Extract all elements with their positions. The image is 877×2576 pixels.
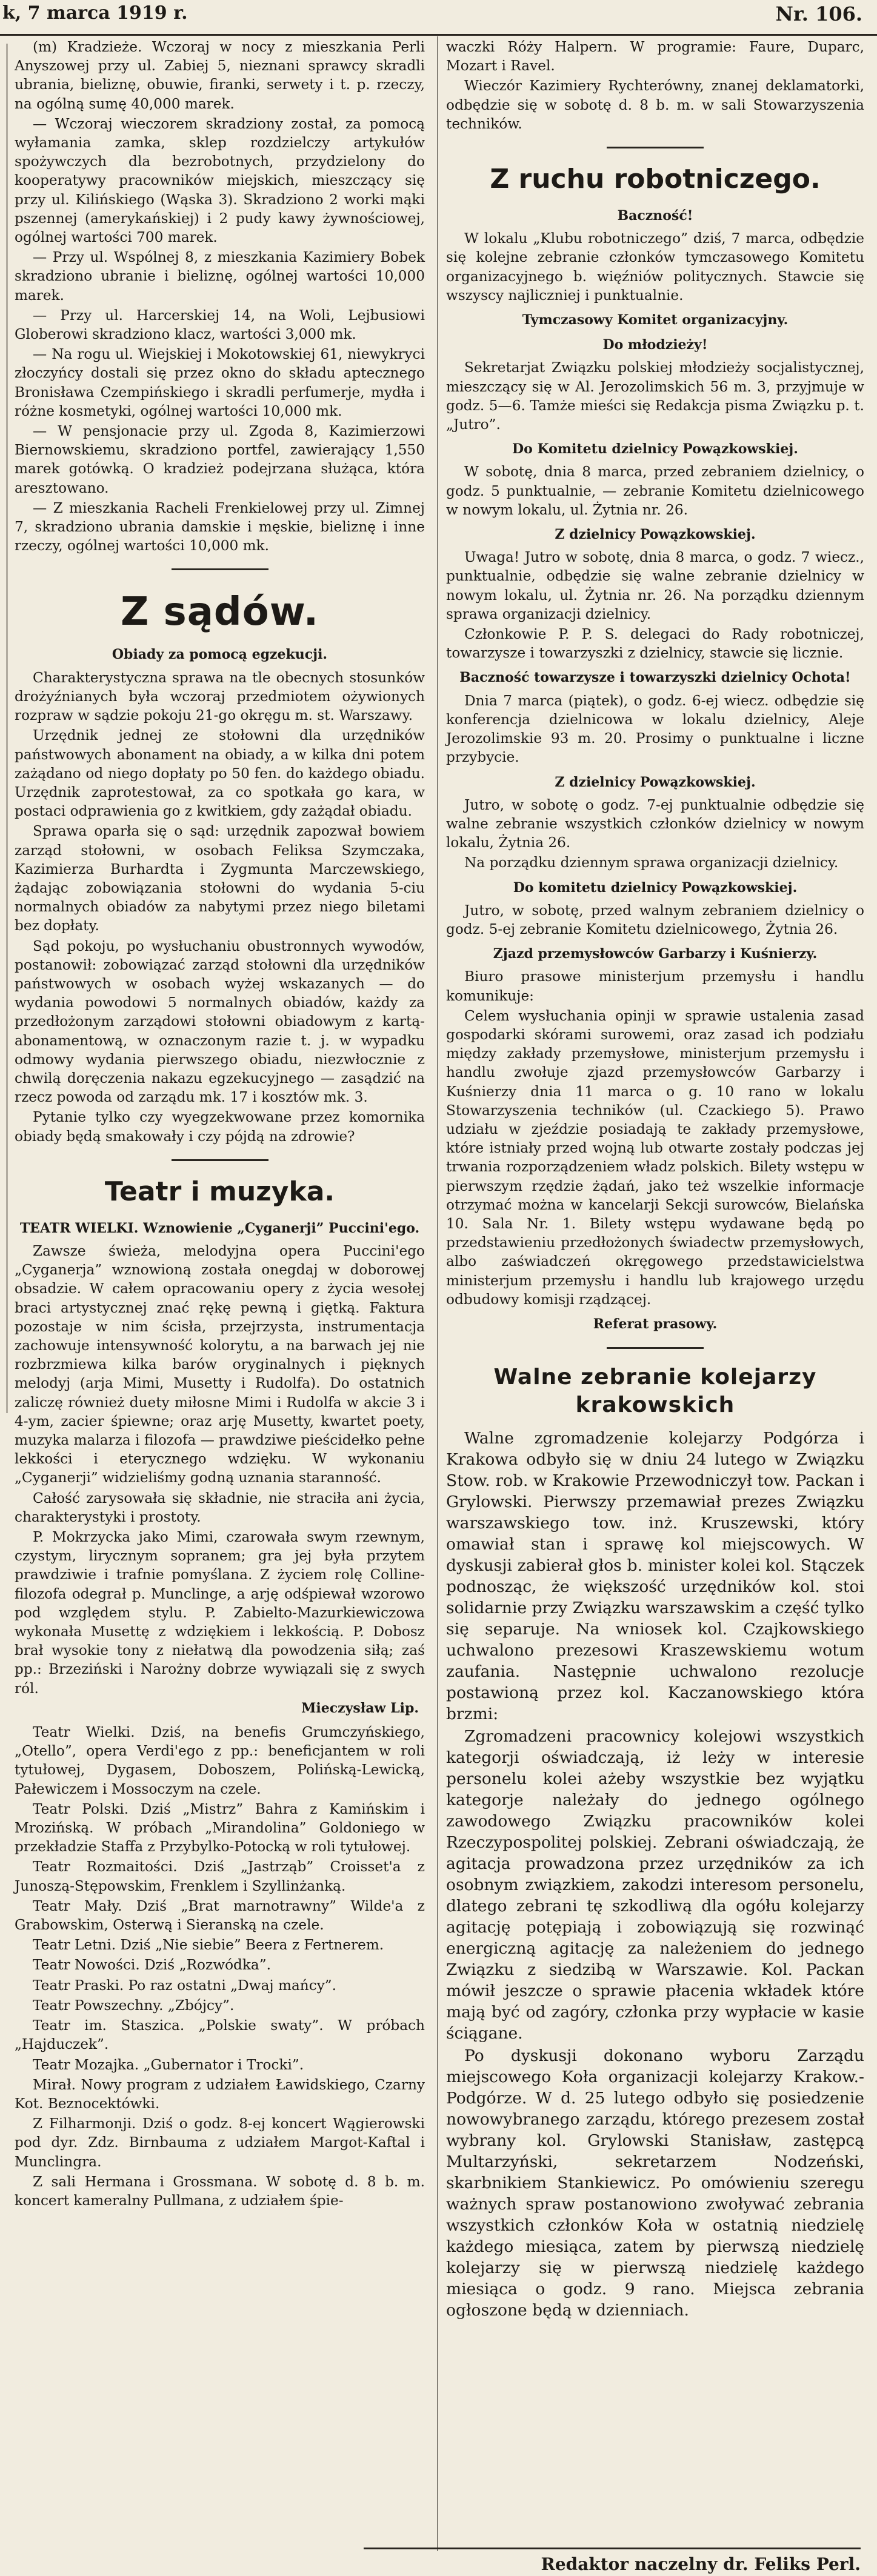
notice-paragraph: Jutro, w sobotę o godz. 7-ej punktualnie odbędzie się walne zebranie wszystkich członków dzielnicy w nowym lokalu, Żytnia 26. [446,796,864,851]
notice-heading: Do młodzieży! [602,337,708,353]
repertoire-item: Z sali Hermana i Grossmana. W sobotę d. 8 b. m. koncert kameralny Pullmana, z udziałem śpie- [15,2173,425,2209]
section-rule [172,1159,268,1161]
news-paragraph: (m) Kradzieże. Wczoraj w nocy z mieszkania Perli Anyszowej przy ul. Zabiej 5, nieznani sprawcy skradli ubrania, bieliznę, obuwie, firanki, serwety i t. p. rzeczy, na ogólną sumę 40,000 marek. [15,39,425,112]
notice-heading: Do komitetu dzielnicy Powązkowskiej. [513,879,798,896]
left-edge-rule [6,44,8,1413]
issue-date: k, 7 marca 1919 r. [2,2,188,24]
notice-signature: Referat prasowy. [593,1316,718,1332]
notice-paragraph: Sekretarjat Związku polskiej młodzieży socjalistycznej, mieszczący się w Al. Jerozolimskich 56 m. 3, przyjmuje w godz. 5—6. Tamże mieści się Redakcja pisma Związku p. t. „Jutro”. [446,359,864,433]
repertoire-item: Teatr Wielki. Dziś, na benefis Grumczyńskiego, „Otello”, opera Verdi'ego z pp.: beneficjantem w roli tytułowej, Dygasem, Doboszem, Polińską-Lewicką, Pałewiczem i Mossoczym na czele. [15,1724,425,1797]
section-title-railway: Walne zebranie kolejarzy krakowskich [493,1365,817,1418]
repertoire-item: Teatr Mały. Dziś „Brat marnotrawny” Wilde'a z Grabowskim, Osterwą i Sieranską na czele. [15,1897,425,1934]
news-paragraph: — Przy ul. Harcerskiej 14, na Woli, Lejbusiowi Globerowi skradziono klacz, wartości 3,000 mk. [15,307,425,343]
notice-paragraph: Biuro prasowe ministerjum przemysłu i handlu komunikuje: [446,968,864,1004]
news-paragraph: — Z mieszkania Racheli Frenkielowej przy ul. Zimnej 7, skradziono ubrania damskie i męskie, bieliznę i inne rzeczy, ogólnej wartości 10,000 mk. [15,499,425,554]
notice-paragraph: W sobotę, dnia 8 marca, przed zebraniem dzielnicy, o godz. 5 punktualnie, — zebranie Komitetu dzielnicowego w nowym lokalu, ul. Żytnia nr. 26. [446,464,864,518]
notice-paragraph: Dnia 7 marca (piątek), o godz. 6-ej wiecz. odbędzie się konferencja dzielnicowa w lokalu dzielnicy, Aleje Jerozolimskie 93 m. 20. Prosimy o punktualne i liczne przybycie. [446,692,864,766]
notice-paragraph: Uwaga! Jutro w sobotę, dnia 8 marca, o godz. 7 wiecz., punktualnie, odbędzie się walne zebranie dzielnicy w nowym lokalu, ul. Żytnia nr. 26. Na porządku dziennym sprawa organizacji dzielnicy. [446,549,864,622]
news-paragraph: waczki Róży Halpern. W programie: Faure, Duparc, Mozart i Ravel. [446,39,864,75]
section-rule [607,147,704,148]
repertoire-item: Teatr Letni. Dziś „Nie siebie” Beera z Fertnerem. [33,1937,384,1954]
news-paragraph: — Wczoraj wieczorem skradziony został, za pomocą wyłamania zamka, sklep rozdzielczy artykułów spożywczych dla bezrobotnych, przydzielony do kooperatywy pracowników miejskich, mieszczący się przy ul. Kilińskiego (Wąska 3). Skradziono 2 worki mąki pszennej (amerykańskiej) i 2 pudy kawy żywnościowej, ogólnej wartości 700 marek. [15,115,425,246]
article-paragraph: Charakterystyczna sprawa na tle obecnych stosunków drożyźnianych była wczoraj przedmiotem ożywionych rozpraw w sądzie pokoju 21-go okręgu m. st. Warszawy. [15,669,425,724]
notice-heading: Zjazd przemysłowców Garbarzy i Kuśnierzy. [493,946,818,962]
repertoire-item: Teatr im. Staszica. „Polskie swaty”. W próbach „Hajduczek”. [15,2017,425,2053]
review-paragraph: Całość zarysowała się składnie, nie straciła ani życia, charakterystyki i prostoty. [15,1489,425,1525]
editor-footer: Redaktor naczelny dr. Feliks Perl. [364,2548,861,2574]
repertoire-item: Z Filharmonji. Dziś o godz. 8-ej koncert Wągierowski pod dyr. Zdz. Birnbauma z udziałem Margot-Kaftal i Munclingra. [15,2115,425,2170]
section-title-labour: Z ruchu robotniczego. [490,164,821,195]
article-paragraph: Po dyskusji dokonano wyboru Zarządu miejscowego Koła organizacji kolejarzy Krakow.-Podgórze. W d. 25 lutego odbyło się posiedzenie nowowybranego zarządu, którego prezesem został wybrany kol. Grylowski Stanisław, zastępcą Multarzyński, sekretarzem Nodzeński, skarbnikiem Stankiewicz. Po omówieniu szeregu ważnych spraw postanowiono zwoływać zebrania wszystkich członków Koła w ostatnią niedzielę każdego miesiąca, zatem by pierwszą niedzielę kolejarzy się w pierwszą niedzielę każdego miesiąca o godz. 9 rano. Miejsca zebrania ogłoszone będą w dzienniach. [446,2046,864,2320]
issue-number: Nr. 106. [775,2,862,25]
section-title-theatre: Teatr i muzyka. [104,1176,335,1207]
repertoire-item: Teatr Praski. Po raz ostatni „Dwaj mańcy”. [33,1977,337,1994]
news-paragraph: — W pensjonacie przy ul. Zgoda 8, Kazimierzowi Biernowskiemu, skradziono portfel, zawierający 1,550 marek gotówką. O kradzież podejrzana służąca, która aresztowano. [15,423,425,496]
right-column [446,38,864,2322]
notice-heading: Baczność! [617,208,693,224]
notice-paragraph: Na porządku dziennym sprawa organizacji dzielnicy. [464,854,839,871]
repertoire-item: Teatr Mozajka. „Gubernator i Trocki”. [33,2056,304,2073]
article-paragraph: Zgromadzeni pracownicy kolejowi wszystkich kategorji oświadczają, iż leży w interesie personelu kolei ażeby wszystkie bez wyjątku kategorje należały do jednego ogólnego zawodowego Związku pracowników kolei Rzeczypospolitej polskiej. Zebrani oświadczają, że agitacja prowadzona przez urzędników za ich osobnym związkiem, zakodzi interesom personelu, dlatego zebrani tę szkodliwą dla ogółu kolejarzy agitację potępiają i zobowiązują się rozwinąć energiczną agitację za należeniem do jednego Związku z siedzibą w Warszawie. Kol. Packan mówił jeszcze o sprawie płacenia wkładek które mają być od zagóry, członka przy wypłacie w kasie ściągane. [446,1727,864,2043]
left-column [15,38,425,2211]
notice-paragraph: Członkowie P. P. S. delegaci do Rady robotniczej, towarzysze i towarzyszki z dzielnicy, stawcie się licznie. [446,626,864,662]
page-header [0,0,877,36]
notice-paragraph: Celem wysłuchania opinji w sprawie ustalenia zasad gospodarki skórami surowemi, oraz zasad ich podziału między zakłady przemysłowe, ministerjum przemysłu i handlu zwołuje zjazd przemysłowców Garbarzy i Kuśnierzy dnia 11 marca o g. 10 rano w lokalu Stowarzyszenia techników (ul. Czackiego 5). Prawo udziału w zjeździe posiadają te zakłady przemysłowe, które istniały przed wojną lub otwarte zostały podczas jej trwania rozporządzeniem władz polskich. Bilety wstępu w pierwszym rzędzie żądań, jako też wszelkie informacje otrzymać można w kancelarji Sekcji surowców, Bielańska 10. Sala Nr. 1. Bilety wstępu wydawane będą po przedstawieniu przedłożonych świadectw przemysłowych, albo zaświadczeń okręgowego przedstawicielstwa ministerjum przemysłu i handlu lub krajowego urzędu odbudowy komisji rządzącej. [446,1007,864,1308]
article-subtitle: Obiady za pomocą egzekucji. [112,647,328,663]
article-subtitle: TEATR WIELKI. Wznowienie „Cyganerji” Puccini'ego. [19,1220,420,1236]
repertoire-item: Mirał. Nowy program z udziałem Ławidskiego, Czarny Kot. Beznocektówki. [15,2076,425,2112]
repertoire-item: Teatr Powszechny. „Zbójcy”. [33,1997,235,2014]
review-paragraph: Zawsze świeża, melodyjna opera Puccini'ego „Cyganerja” wznowioną została onegdaj w doborowej obsadzie. W całem opracowaniu opery z życia wesołej braci artystycznej znać rękę pewną i giętką. Faktura pozostaje w nim ścisła, przejrzysta, instrumentacja zachowuje intensywność kolorytu, a na barwach jej nie rozbrzmiewa kilka barów oryginalnych i pięknych melodyj (arja Mimi, Musetty i Rudolfa). Do ostatnich zaliczę również duety miłosne Mimi i Rudolfa w akcie 3 i 4-ym, zacier śpiewne; oraz arję Musetty, kwartet poety, muzyka malarza i filozofa — prawdziwe pieścidełko pełne lekkości i eterycznego wdzięku. W wykonaniu „Cyganerji” widzieliśmy godną uznania staranność. [15,1242,425,1486]
news-paragraph: — Przy ul. Wspólnej 8, z mieszkania Kazimiery Bobek skradziono ubranie i bieliznę, ogólnej wartości 10,000 marek. [15,249,425,304]
repertoire-item: Teatr Polski. Dziś „Mistrz” Bahra z Kamińskim i Mrozińską. W próbach „Mirandolina” Goldoniego w przekładzie Staffa z Przybylko-Potocką w roli tytułowej. [15,1800,425,1855]
notice-heading: Do Komitetu dzielnicy Powązkowskiej. [512,441,798,458]
news-paragraph: — Na rogu ul. Wiejskiej i Mokotowskiej 61, niewykryci złoczyńcy dostali się przez okno do składu aptecznego Bronisława Czempińskiego i skradli perfumerje, mydła i różne kosmetyki, ogólnej wartości 10,000 mk. [15,346,425,419]
news-paragraph: Wieczór Kazimiery Rychterówny, znanej deklamatorki, odbędzie się w sobotę d. 8 b. m. w sali Stowarzyszenia techników. [446,78,864,132]
notice-paragraph: W lokalu „Klubu robotniczego” dziś, 7 marca, odbędzie się kolejne zebranie członków tymczasowego Komitetu organizacyjnego b. więźniów politycznych. Stawcie się wszyscy najliczniej i punktualnie. [446,230,864,304]
section-rule [172,568,268,570]
review-signature: Mieczysław Lip. [301,1700,419,1716]
notice-paragraph: Jutro, w sobotę, przed walnym zebraniem dzielnicy o godz. 5-ej zebranie Komitetu dzielnicowego, Żytnia 26. [446,902,864,937]
article-paragraph: Walne zgromadzenie kolejarzy Podgórza i Krakowa odbyło się w dniu 24 lutego w Związku Stow. rob. w Krakowie Przewodniczył tow. Packan i Grylowski. Pierwszy przemawiał prezes Związku warszawskiego tow. inż. Kruszewski, który omawiał stan i sprawę kol miejscowych. W dyskusji zabierał głos b. minister kolei kol. Stączek podnosząc, że większość urzędników kol. stoi solidarnie przy Związku warszawskim a część tylko się separuje. Na wniosek kol. Czajkowskiego uchwalono prezesowi Kraszewskiemu wotum zaufania. Następnie uchwalono rezolucje postawioną przez kol. Kaczanowskiego która brzmi: [446,1429,865,1724]
article-paragraph: Sąd pokoju, po wysłuchaniu obustronnych wywodów, postanowił: zobowiązać zarząd stołowni dla urzędników państwowych w osobach wyżej wskazanych — do wydania powodowi 5 normalnych obiadów, każdy za przedłożonym zarządowi stołowni obiadowym z kartą-abonamentową, w oznaczonym razie t. j. w wypadku odmowy wydania pierwszego obiadu, niezwłocznie z chwilą doręczenia nakazu egzekucyjnego — zasądzić na rzecz powoda od zarządu mk. 17 i kosztów mk. 3. [15,937,425,1106]
notice-heading: Baczność towarzysze i towarzyszki dzielnicy Ochota! [459,670,851,686]
repertoire-item: Teatr Nowości. Dziś „Rozwódka”. [33,1957,271,1974]
notice-heading: Z dzielnicy Powązkowskiej. [555,527,756,543]
article-paragraph: Sprawa oparła się o sąd: urzędnik zapozwał bowiem zarząd stołowni, w osobach Feliksa Szymczaka, Kazimierza Burhardta i Zygmunta Marczewskiego, żądając zobowiązania stołowni do wydania 5-ciu normalnych obiadów za nabytymi przez niego biletami bez dopłaty. [15,823,425,934]
article-paragraph: Pytanie tylko czy wyegzekwowane przez komornika obiady będą smakowały i czy pójdą na zdrowie? [15,1109,425,1145]
section-rule [607,1347,704,1349]
column-divider [437,36,438,2551]
review-paragraph: P. Mokrzycka jako Mimi, czarowała swym rzewnym, czystym, lirycznym sopranem; gra jej była przytem prawdziwie i trafnie pomyślana. Z życiem rolę Colline-filozofa odegrał p. Munclinge, a arję odśpiewał wzorowo pod względem stylu. P. Zabielto-Mazurkiewiczowa wykonała Musettę z wdziękiem i lekkością. P. Dobosz brał wysokie tony z niełatwą dla powodzenia siłą; zaś pp.: Brzeziński i Narożny dobrze wywiązali się z swych ról. [15,1529,425,1697]
article-paragraph: Urzędnik jednej ze stołowni dla urzędników państwowych abonament na obiady, a w kilka dni potem zażądano od niego dopłaty po 50 fen. do każdego obiadu. Urzędnik zaprotestował, za co spotkała go kara, w postaci odprawienia go z kwitkiem, gdy zażądał obiadu. [15,727,425,820]
repertoire-item: Teatr Rozmaitości. Dziś „Jastrząb” Croisset'a z Junoszą-Stępowskim, Frenklem i Szyllinżanką. [15,1859,425,1894]
notice-signature: Tymczasowy Komitet organizacyjny. [522,312,789,328]
section-title-courts: Z sądów. [120,590,319,635]
notice-heading: Z dzielnicy Powązkowskiej. [555,774,756,790]
